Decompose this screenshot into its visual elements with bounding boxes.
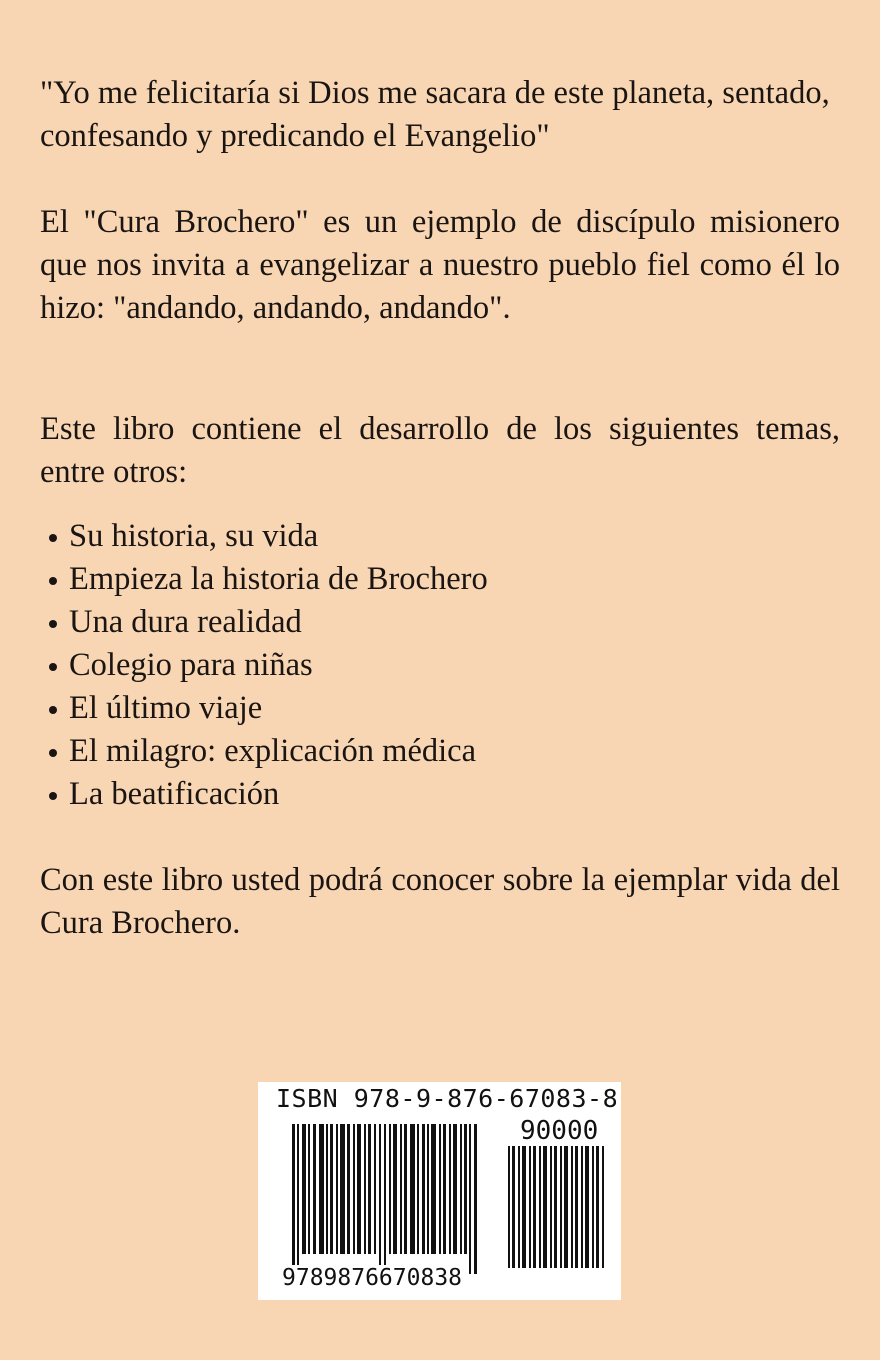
price-code: 90000: [520, 1116, 599, 1146]
bullet-icon: [49, 663, 57, 671]
back-cover-text: [40, 72, 840, 945]
topics-intro-paragraph: Este libro contiene el desarrollo de los siguientes temas, entre otros:: [40, 411, 840, 490]
list-item: [40, 687, 840, 730]
list-item: [40, 601, 840, 644]
list-item: [40, 644, 840, 687]
topic-label: Colegio para niñas: [69, 647, 313, 683]
list-item: [40, 773, 840, 816]
bullet-icon: [49, 792, 57, 800]
list-item: [40, 730, 840, 773]
topic-label: La beatificación: [69, 776, 280, 812]
bullet-icon: [49, 534, 57, 542]
topic-label: El milagro: explicación médica: [69, 733, 476, 769]
isbn-label: ISBN 978-9-876-67083-8: [276, 1084, 619, 1113]
topic-label: Una dura realidad: [69, 604, 302, 640]
intro-paragraph: El "Cura Brochero" es un ejemplo de discípulo misionero que nos invita a evangelizar a nuestro pueblo fiel como él lo hizo: "andando, andando, andando".: [40, 204, 840, 326]
ean-barcode-bars: [292, 1124, 492, 1274]
addon-barcode-bars: [508, 1146, 608, 1268]
ean-digits: 9789876670838: [282, 1265, 463, 1291]
topic-label: El último viaje: [69, 690, 263, 726]
bullet-icon: [49, 620, 57, 628]
list-item: [40, 515, 840, 558]
list-item: [40, 558, 840, 601]
topic-label: Empieza la historia de Brochero: [69, 561, 488, 597]
topics-list: [40, 515, 840, 816]
topic-label: Su historia, su vida: [69, 518, 319, 554]
closing-paragraph: Con este libro usted podrá conocer sobre la ejemplar vida del Cura Brochero.: [40, 862, 840, 941]
bullet-icon: [49, 749, 57, 757]
isbn-barcode: [258, 1082, 621, 1300]
bullet-icon: [49, 577, 57, 585]
epigraph-quote: "Yo me felicitaría si Dios me sacara de este planeta, sentado, confesando y predicando el Evangelio": [40, 75, 830, 154]
bullet-icon: [49, 706, 57, 714]
